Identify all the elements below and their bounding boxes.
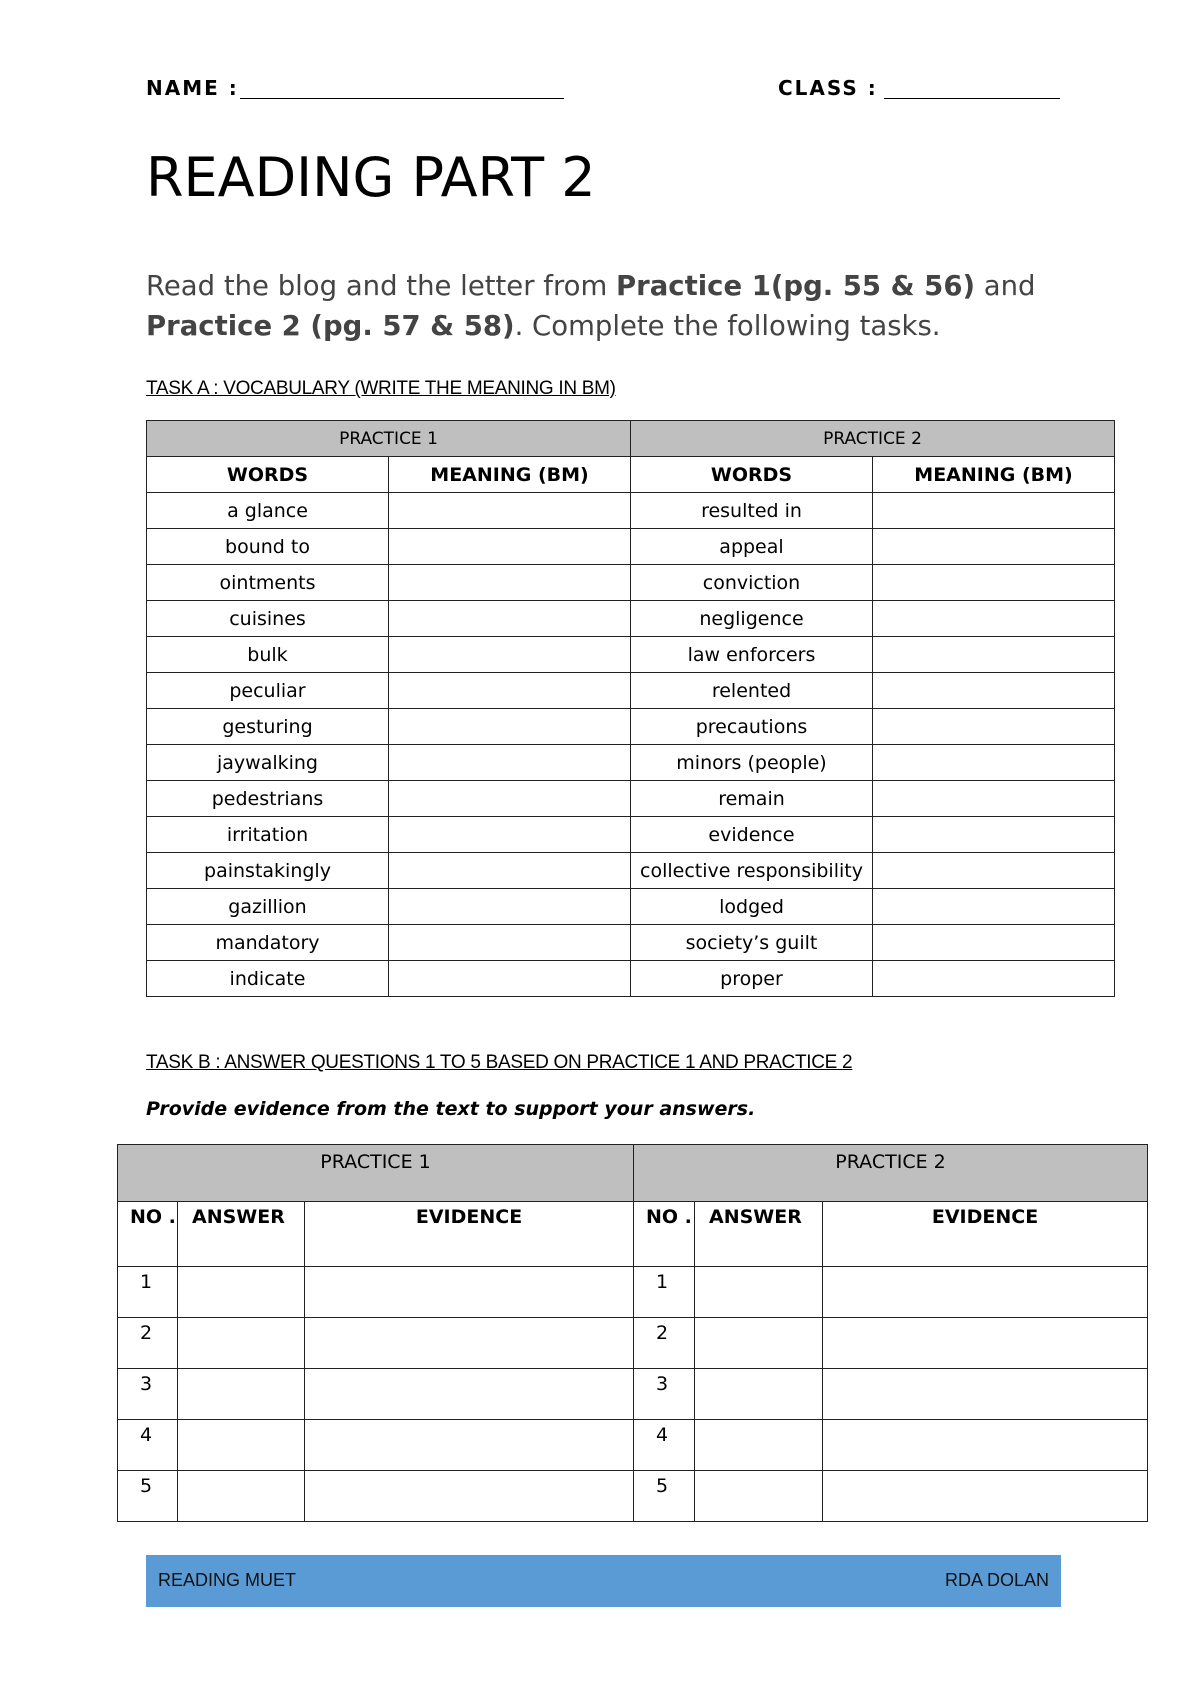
vocab-practice2-word: society’s guilt (631, 925, 873, 961)
vocab-practice1-meaning-cell[interactable] (389, 565, 631, 601)
vocab-practice2-meaning-cell[interactable] (873, 817, 1115, 853)
vocab-practice1-meaning-cell[interactable] (389, 781, 631, 817)
vocab-row (147, 925, 1115, 961)
task-a-heading: TASK A : VOCABULARY (WRITE THE MEANING IN BM) (146, 378, 616, 399)
vocab-practice1-word: painstakingly (147, 853, 389, 889)
vocab-practice1-meaning-cell[interactable] (389, 673, 631, 709)
name-blank-line[interactable] (240, 98, 564, 99)
answer-practice2-number: 5 (634, 1471, 695, 1522)
answer-table (117, 1144, 1148, 1522)
vocab-practice2-meaning-cell[interactable] (873, 601, 1115, 637)
vocab-practice1-word: gesturing (147, 709, 389, 745)
vocab-practice1-word: jaywalking (147, 745, 389, 781)
vocab-row (147, 673, 1115, 709)
answer-practice1-answer-cell[interactable] (178, 1420, 305, 1471)
vocab-row (147, 853, 1115, 889)
vocab-practice2-meaning-cell[interactable] (873, 889, 1115, 925)
vocab-practice1-word: pedestrians (147, 781, 389, 817)
answer-practice1-number: 1 (118, 1267, 178, 1318)
vocab-row (147, 565, 1115, 601)
vocab-row (147, 889, 1115, 925)
vocab-row (147, 493, 1115, 529)
answer-practice2-evidence-cell[interactable] (823, 1420, 1148, 1471)
answer-practice2-number: 1 (634, 1267, 695, 1318)
vocab-practice1-meaning-cell[interactable] (389, 529, 631, 565)
vocabulary-table (146, 420, 1115, 997)
vocab-row (147, 637, 1115, 673)
answer-practice2-number: 3 (634, 1369, 695, 1420)
vocab-practice1-meaning-cell[interactable] (389, 961, 631, 997)
answer-practice1-answer-cell[interactable] (178, 1267, 305, 1318)
vocab-practice1-word: bound to (147, 529, 389, 565)
vocab-practice2-word: evidence (631, 817, 873, 853)
vocab-practice1-word: cuisines (147, 601, 389, 637)
vocab-practice1-word: ointments (147, 565, 389, 601)
vocab-practice2-header: PRACTICE 2 (631, 421, 1115, 457)
vocab-practice2-word: remain (631, 781, 873, 817)
answer-practice2-answer-cell[interactable] (695, 1318, 823, 1369)
vocab-practice2-meaning-cell[interactable] (873, 853, 1115, 889)
vocab-row (147, 961, 1115, 997)
vocab-practice1-meaning-cell[interactable] (389, 601, 631, 637)
class-blank-line[interactable] (884, 98, 1060, 99)
vocab-practice2-meaning-cell[interactable] (873, 781, 1115, 817)
vocab-row (147, 601, 1115, 637)
answer-practice1-evidence-cell[interactable] (305, 1318, 634, 1369)
vocab-practice2-word: minors (people) (631, 745, 873, 781)
vocab-practice2-meaning-cell[interactable] (873, 565, 1115, 601)
answer-practice1-number: 2 (118, 1318, 178, 1369)
vocab-practice2-meaning-cell[interactable] (873, 745, 1115, 781)
vocab-row (147, 817, 1115, 853)
vocab-practice1-word: mandatory (147, 925, 389, 961)
class-label: CLASS : (778, 76, 878, 100)
vocab-practice2-meaning-cell[interactable] (873, 493, 1115, 529)
answer-practice1-answer-cell[interactable] (178, 1471, 305, 1522)
answer-practice1-evidence-cell[interactable] (305, 1420, 634, 1471)
answer-evidence-header: EVIDENCE (823, 1202, 1148, 1267)
vocab-practice2-word: precautions (631, 709, 873, 745)
vocab-practice1-meaning-cell[interactable] (389, 745, 631, 781)
instructions-text-1: Read the blog and the letter from (146, 270, 617, 302)
answer-practice1-answer-cell[interactable] (178, 1318, 305, 1369)
page-title: READING PART 2 (146, 146, 596, 209)
vocab-words-header: WORDS (147, 457, 389, 493)
vocab-practice2-word: proper (631, 961, 873, 997)
vocab-row (147, 745, 1115, 781)
vocab-practice2-word: negligence (631, 601, 873, 637)
vocab-practice2-word: law enforcers (631, 637, 873, 673)
footer-right-text: RDA DOLAN (944, 1570, 1049, 1590)
vocab-practice2-meaning-cell[interactable] (873, 529, 1115, 565)
answer-practice2-evidence-cell[interactable] (823, 1318, 1148, 1369)
vocab-practice2-meaning-cell[interactable] (873, 637, 1115, 673)
answer-practice2-number: 4 (634, 1420, 695, 1471)
answer-row (118, 1267, 1148, 1318)
vocab-meaning-header: MEANING (BM) (873, 457, 1115, 493)
instructions-text-3: . Complete the following tasks. (514, 310, 941, 342)
vocab-practice2-meaning-cell[interactable] (873, 925, 1115, 961)
instructions-practice2-ref: Practice 2 (pg. 57 & 58) (146, 310, 515, 342)
answer-practice2-header: PRACTICE 2 (634, 1145, 1148, 1202)
vocab-practice2-word: lodged (631, 889, 873, 925)
vocab-practice2-word: resulted in (631, 493, 873, 529)
answer-practice1-evidence-cell[interactable] (305, 1369, 634, 1420)
answer-practice2-answer-cell[interactable] (695, 1267, 823, 1318)
vocab-row (147, 529, 1115, 565)
answer-practice2-answer-cell[interactable] (695, 1420, 823, 1471)
vocab-practice1-meaning-cell[interactable] (389, 817, 631, 853)
answer-no-header: NO . (118, 1202, 178, 1267)
vocab-practice1-word: peculiar (147, 673, 389, 709)
vocab-practice1-word: gazillion (147, 889, 389, 925)
vocab-practice2-word: collective responsibility (631, 853, 873, 889)
vocab-words-header: WORDS (631, 457, 873, 493)
instructions (146, 266, 1096, 346)
answer-practice1-header: PRACTICE 1 (118, 1145, 634, 1202)
vocab-practice2-meaning-cell[interactable] (873, 961, 1115, 997)
vocab-practice2-word: appeal (631, 529, 873, 565)
answer-practice1-number: 5 (118, 1471, 178, 1522)
answer-practice2-answer-cell[interactable] (695, 1471, 823, 1522)
instructions-practice1-ref: Practice 1(pg. 55 & 56) (616, 270, 976, 302)
answer-practice1-answer-cell[interactable] (178, 1369, 305, 1420)
answer-row (118, 1318, 1148, 1369)
answer-practice2-answer-cell[interactable] (695, 1369, 823, 1420)
answer-answer-header: ANSWER (178, 1202, 305, 1267)
answer-no-header: NO . (634, 1202, 695, 1267)
answer-practice1-number: 3 (118, 1369, 178, 1420)
vocab-practice1-meaning-cell[interactable] (389, 637, 631, 673)
footer-bar (146, 1555, 1061, 1607)
answer-practice2-evidence-cell[interactable] (823, 1267, 1148, 1318)
answer-practice2-evidence-cell[interactable] (823, 1369, 1148, 1420)
footer-left-text: READING MUET (158, 1570, 297, 1590)
vocab-practice1-meaning-cell[interactable] (389, 853, 631, 889)
vocab-row (147, 709, 1115, 745)
answer-practice1-number: 4 (118, 1420, 178, 1471)
vocab-practice1-header: PRACTICE 1 (147, 421, 631, 457)
answer-practice2-evidence-cell[interactable] (823, 1471, 1148, 1522)
answer-row (118, 1420, 1148, 1471)
vocab-practice1-meaning-cell[interactable] (389, 925, 631, 961)
task-b-heading: TASK B : ANSWER QUESTIONS 1 TO 5 BASED ON PRACTICE 1 AND PRACTICE 2 (146, 1052, 853, 1073)
vocab-practice1-meaning-cell[interactable] (389, 709, 631, 745)
vocab-practice1-word: bulk (147, 637, 389, 673)
vocab-practice2-word: relented (631, 673, 873, 709)
vocab-practice1-word: irritation (147, 817, 389, 853)
task-b-note: Provide evidence from the text to support your answers. (146, 1098, 756, 1120)
answer-row (118, 1471, 1148, 1522)
vocab-practice1-word: a glance (147, 493, 389, 529)
vocab-practice2-word: conviction (631, 565, 873, 601)
answer-row (118, 1369, 1148, 1420)
instructions-text-2: and (975, 270, 1036, 302)
vocab-practice2-meaning-cell[interactable] (873, 709, 1115, 745)
vocab-practice1-meaning-cell[interactable] (389, 889, 631, 925)
answer-answer-header: ANSWER (695, 1202, 823, 1267)
vocab-meaning-header: MEANING (BM) (389, 457, 631, 493)
vocab-row (147, 781, 1115, 817)
answer-practice2-number: 2 (634, 1318, 695, 1369)
vocab-practice1-meaning-cell[interactable] (389, 493, 631, 529)
vocab-practice1-word: indicate (147, 961, 389, 997)
answer-practice1-evidence-cell[interactable] (305, 1267, 634, 1318)
answer-evidence-header: EVIDENCE (305, 1202, 634, 1267)
name-label: NAME : (146, 76, 239, 100)
vocab-practice2-meaning-cell[interactable] (873, 673, 1115, 709)
answer-practice1-evidence-cell[interactable] (305, 1471, 634, 1522)
